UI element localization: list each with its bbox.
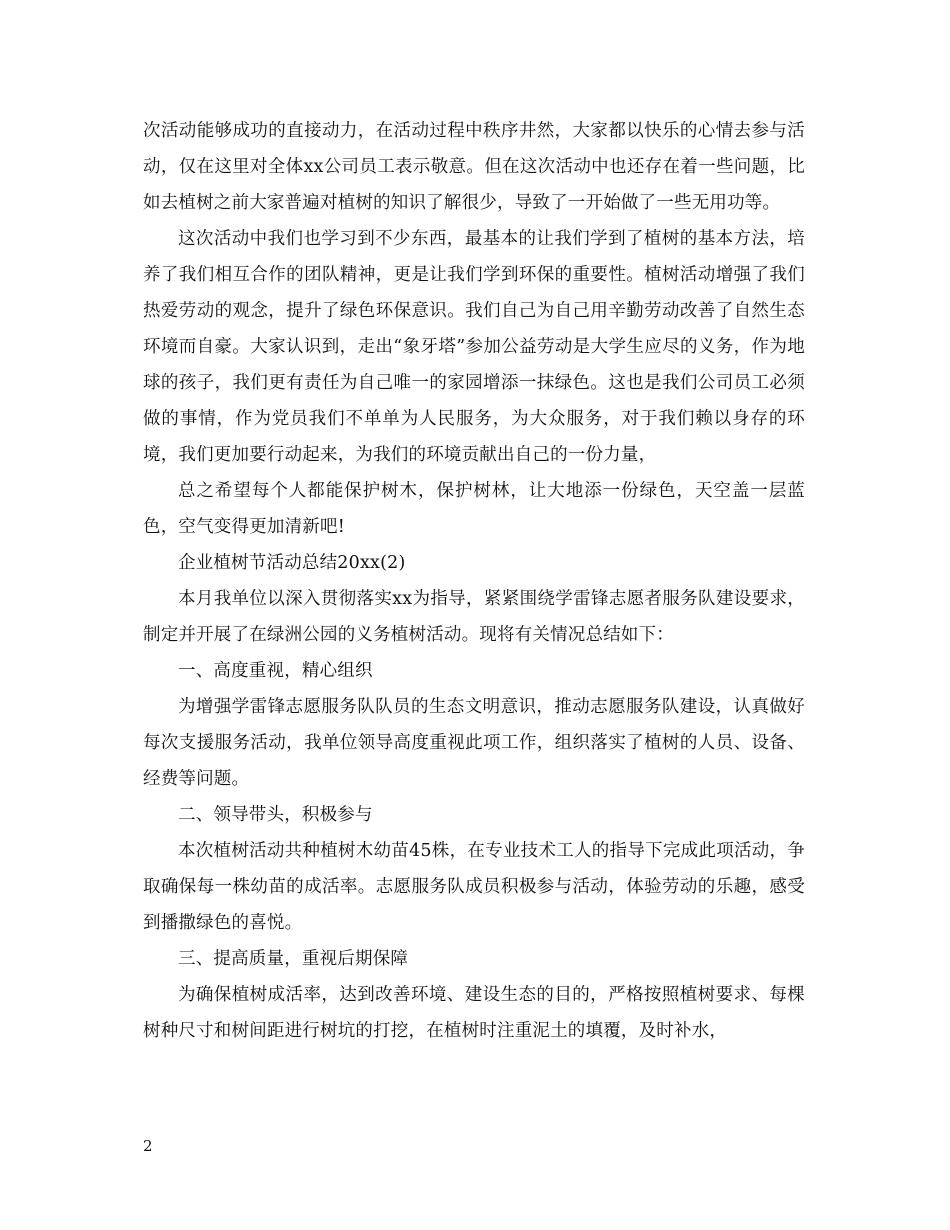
paragraph-heading-2: 本次植树活动共种植树木幼苗45株，在专业技术工人的指导下完成此项活动，争取确保每一株幼苗的成活率。志愿服务队成员积极参与活动，体验劳动的乐趣，感受到播撒绿色的喜悦。 xyxy=(143,841,805,933)
heading-2: 二、领导带头，积极参与 xyxy=(178,805,373,825)
paragraph-3: 总之希望每个人都能保护树木，保护树林，让大地添一份绿色，天空盖一层蓝色，空气变得更加清新吧! xyxy=(143,481,805,537)
paragraph-heading-1: 为增强学雷锋志愿服务队队员的生态文明意识，推动志愿服务队建设，认真做好每次支援服务活动，我单位领导高度重视此项工作，组织落实了植树的人员、设备、经费等问题。 xyxy=(143,697,805,789)
section-title: 企业植树节活动总结20xx(2) xyxy=(178,553,406,573)
document-body xyxy=(143,113,805,1049)
paragraph-intro: 本月我单位以深入贯彻落实xx为指导，紧紧围绕学雷锋志愿者服务队建设要求，制定并开展了在绿洲公园的义务植树活动。现将有关情况总结如下： xyxy=(143,589,805,645)
paragraph-2: 这次活动中我们也学习到不少东西，最基本的让我们学到了植树的基本方法，培养了我们相互合作的团队精神，更是让我们学到环保的重要性。植树活动增强了我们热爱劳动的观念，提升了绿色环保意识。我们自己为自己用辛勤劳动改善了自然生态环境而自豪。大家认识到，走出“象牙塔”参加公益劳动是大学生应尽的义务，作为地球的孩子，我们更有责任为自己唯一的家园增添一抹绿色。这也是我们公司员工必须做的事情，作为党员我们不单单为人民服务，为大众服务，对于我们赖以身存的环境，我们更加要行动起来，为我们的环境贡献出自己的一份力量， xyxy=(143,229,805,465)
heading-3: 三、提高质量，重视后期保障 xyxy=(178,949,409,969)
page-number: 2 xyxy=(143,1137,153,1155)
paragraph-heading-3: 为确保植树成活率，达到改善环境、建设生态的目的，严格按照植树要求、每棵树种尺寸和树间距进行树坑的打挖，在植树时注重泥土的填覆，及时补水， xyxy=(143,985,805,1041)
heading-1: 一、高度重视，精心组织 xyxy=(178,661,373,681)
paragraph-1: 次活动能够成功的直接动力，在活动过程中秩序井然，大家都以快乐的心情去参与活动，仅在这里对全体xx公司员工表示敬意。但在这次活动中也还存在着一些问题，比如去植树之前大家普遍对植树的知识了解很少，导致了一开始做了一些无用功等。 xyxy=(143,121,805,213)
